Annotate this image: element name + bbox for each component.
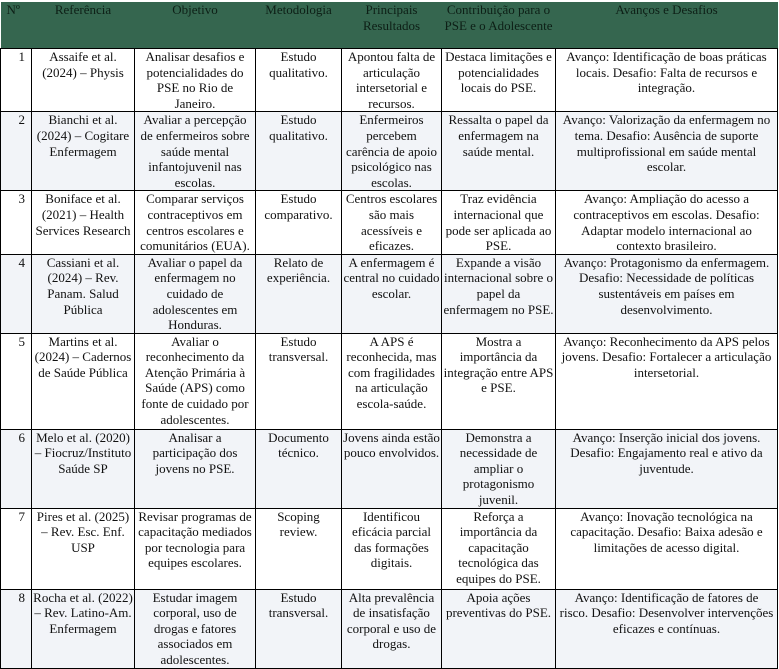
cell-avancos: Avanço: Reconhecimento da APS pelos jovens. Desafio: Fortalecer a articulação intersetorial. [556,333,778,429]
header-contribuicao: Contribuição para o PSE e o Adolescente [442,2,556,49]
cell-referencia: Martins et al. (2024) – Cadernos de Saúde Pública [32,333,135,429]
cell-resultados: Jovens ainda estão pouco envolvidos. [342,429,442,508]
cell-metodologia: Estudo qualitativo. [256,112,342,191]
cell-contribuicao: Apoia ações preventivas do PSE. [442,589,556,668]
cell-referencia: Cassiani et al. (2024) – Rev. Panam. Salud Pública [32,254,135,333]
cell-numero: 5 [1,333,32,429]
header-objetivo: Objetivo [135,2,256,49]
table-row [1,508,778,589]
cell-referencia: Rocha et al. (2022) – Rev. Latino-Am. Enfermagem [32,589,135,668]
cell-numero: 2 [1,112,32,191]
cell-numero: 3 [1,191,32,254]
cell-numero: 8 [1,589,32,668]
header-avancos-desafios: Avanços e Desafios [556,2,778,49]
cell-resultados: Enfermeiros percebem carência de apoio psicológico nas escolas. [342,112,442,191]
cell-contribuicao: Ressalta o papel da enfermagem na saúde mental. [442,112,556,191]
cell-resultados: Alta prevalência de insatisfação corporal e uso de drogas. [342,589,442,668]
cell-metodologia: Estudo transversal. [256,589,342,668]
cell-avancos: Avanço: Protagonismo da enfermagem. Desafio: Necessidade de políticas sustentáveis em países em desenvolvimento. [556,254,778,333]
cell-contribuicao: Destaca limitações e potencialidades locais do PSE. [442,49,556,112]
cell-metodologia: Scoping review. [256,508,342,589]
cell-objetivo: Comparar serviços contraceptivos em centros escolares e comunitários (EUA). [135,191,256,254]
cell-objetivo: Revisar programas de capacitação mediados por tecnologia para equipes escolares. [135,508,256,589]
cell-referencia: Pires et al. (2025) – Rev. Esc. Enf. USP [32,508,135,589]
cell-objetivo: Avaliar o reconhecimento da Atenção Primária à Saúde (APS) como fonte de cuidado por adolescentes. [135,333,256,429]
cell-resultados: A APS é reconhecida, mas com fragilidades na articulação escola-saúde. [342,333,442,429]
cell-referencia: Bianchi et al. (2024) – Cogitare Enfermagem [32,112,135,191]
table-row [1,429,778,508]
table-row [1,191,778,254]
cell-contribuicao: Expande a visão internacional sobre o papel da enfermagem no PSE. [442,254,556,333]
table-body [1,49,778,669]
cell-numero: 4 [1,254,32,333]
cell-objetivo: Avaliar o papel da enfermagem no cuidado de adolescentes em Honduras. [135,254,256,333]
cell-resultados: A enfermagem é central no cuidado escolar. [342,254,442,333]
cell-contribuicao: Traz evidência internacional que pode ser aplicada ao PSE. [442,191,556,254]
header-numero: Nº [1,2,32,49]
cell-referencia: Boniface et al. (2021) – Health Services Research [32,191,135,254]
cell-numero: 6 [1,429,32,508]
cell-contribuicao: Reforça a importância da capacitação tecnológica das equipes do PSE. [442,508,556,589]
cell-contribuicao: Demonstra a necessidade de ampliar o protagonismo juvenil. [442,429,556,508]
cell-contribuicao: Mostra a importância da integração entre APS e PSE. [442,333,556,429]
cell-metodologia: Documento técnico. [256,429,342,508]
cell-objetivo: Avaliar a percepção de enfermeiros sobre saúde mental infantojuvenil nas escolas. [135,112,256,191]
cell-objetivo: Analisar a participação dos jovens no PSE. [135,429,256,508]
header-row [1,2,778,49]
cell-avancos: Avanço: Inovação tecnológica na capacitação. Desafio: Baixa adesão e limitações de acesso digital. [556,508,778,589]
cell-avancos: Avanço: Identificação de fatores de risco. Desafio: Desenvolver intervenções eficazes e contínuas. [556,589,778,668]
cell-metodologia: Estudo comparativo. [256,191,342,254]
cell-objetivo: Analisar desafios e potencialidades do PSE no Rio de Janeiro. [135,49,256,112]
cell-referencia: Assaife et al. (2024) – Physis [32,49,135,112]
cell-avancos: Avanço: Valorização da enfermagem no tema. Desafio: Ausência de suporte multiprofissional em saúde mental escolar. [556,112,778,191]
table-row [1,49,778,112]
cell-avancos: Avanço: Identificação de boas práticas locais. Desafio: Falta de recursos e integração. [556,49,778,112]
header-metodologia: Metodologia [256,2,342,49]
cell-resultados: Centros escolares são mais acessíveis e eficazes. [342,191,442,254]
table-row [1,333,778,429]
cell-referencia: Melo et al. (2020) – Fiocruz/Instituto Saúde SP [32,429,135,508]
cell-metodologia: Estudo qualitativo. [256,49,342,112]
literature-review-table [0,2,778,669]
cell-avancos: Avanço: Ampliação do acesso a contraceptivos em escolas. Desafio: Adaptar modelo internacional ao contexto brasileiro. [556,191,778,254]
cell-metodologia: Estudo transversal. [256,333,342,429]
header-referencia: Referência [32,2,135,49]
cell-avancos: Avanço: Inserção inicial dos jovens. Desafio: Engajamento real e ativo da juventude. [556,429,778,508]
header-principais-resultados: Principais Resultados [342,2,442,49]
cell-resultados: Identificou eficácia parcial das formações digitais. [342,508,442,589]
cell-resultados: Apontou falta de articulação intersetorial e recursos. [342,49,442,112]
cell-numero: 7 [1,508,32,589]
table-header [1,2,778,49]
cell-objetivo: Estudar imagem corporal, uso de drogas e fatores associados em adolescentes. [135,589,256,668]
table-row [1,112,778,191]
cell-metodologia: Relato de experiência. [256,254,342,333]
table-row [1,589,778,668]
table-row [1,254,778,333]
cell-numero: 1 [1,49,32,112]
